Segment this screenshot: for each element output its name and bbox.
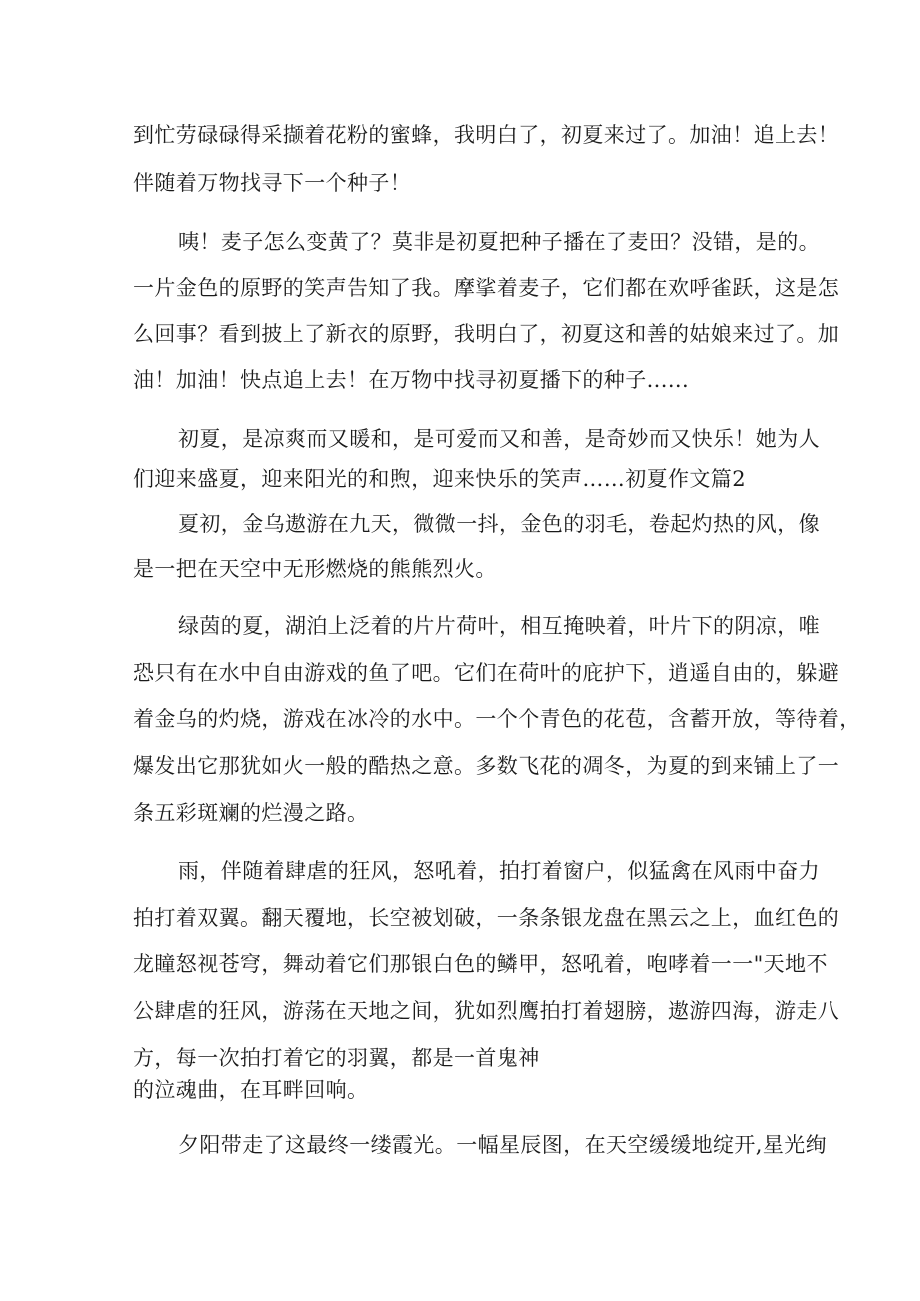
text-line: 油！加油！快点追上去！在万物中找寻初夏播下的种子...... [133, 368, 690, 392]
text-line: 咦！麦子怎么变黄了？莫非是初夏把种子播在了麦田？没错，是的。 [178, 230, 820, 254]
text-line: 条五彩斑斓的烂漫之路。 [133, 801, 369, 825]
text-line: 们迎来盛夏，迎来阳光的和煦，迎来快乐的笑声……初夏作文篇2 [133, 467, 746, 491]
text-line: 到忙劳碌碌得采撷着花粉的蜜蜂，我明白了，初夏来过了。加油！追上去！ [133, 123, 840, 147]
text-line: 雨，伴随着肆虐的狂风，怒吼着，拍打着窗户，似猛禽在风雨中奋力 [178, 859, 820, 883]
text-line: 一片金色的原野的笑声告知了我。摩挲着麦子，它们都在欢呼雀跃，这是怎 [133, 276, 840, 300]
text-line: 夕阳带走了这最终一缕霞光。一幅星辰图，在天空缓缓地绽开,星光绚 [178, 1133, 828, 1157]
text-line: 着金乌的灼烧，游戏在冰冷的水中。一个个青色的花苞，含蓄开放，等待着， [133, 707, 861, 731]
text-line: 恐只有在水中自由游戏的鱼了吧。它们在荷叶的庇护下，逍遥自由的，躲避 [133, 661, 840, 685]
text-line: 方，每一次拍打着它的羽翼，都是一首鬼神 [133, 1046, 540, 1070]
text-line: 绿茵的夏，湖泊上泛着的片片荷叶，相互掩映着，叶片下的阴凉，唯 [178, 614, 820, 638]
text-line: 拍打着双翼。翻天覆地，长空被划破，一条条银龙盘在黑云之上，血红色的 [133, 906, 840, 930]
text-line: 爆发出它那犹如火一般的酷热之意。多数飞花的凋冬，为夏的到来铺上了一 [133, 754, 840, 778]
text-line: 公肆虐的狂风，游荡在天地之间，犹如烈鹰拍打着翅膀，遨游四海，游走八 [133, 999, 840, 1023]
text-line: 是一把在天空中无形燃烧的熊熊烈火。 [133, 557, 497, 581]
text-line: 龙瞳怒视苍穹，舞动着它们那银白色的鳞甲，怒吼着，咆哮着一一"天地不 [133, 952, 828, 976]
text-line: 伴随着万物找寻下一个种子！ [133, 171, 412, 195]
text-line: 么回事？看到披上了新衣的原野，我明白了，初夏这和善的姑娘来过了。加 [133, 322, 840, 346]
text-line: 的泣魂曲，在耳畔回响。 [133, 1078, 369, 1102]
text-line: 初夏，是凉爽而又暖和，是可爱而又和善，是奇妙而又快乐！她为人 [178, 427, 820, 451]
text-line: 夏初，金乌遨游在九天，微微一抖，金色的羽毛，卷起灼热的风，像 [178, 512, 820, 536]
